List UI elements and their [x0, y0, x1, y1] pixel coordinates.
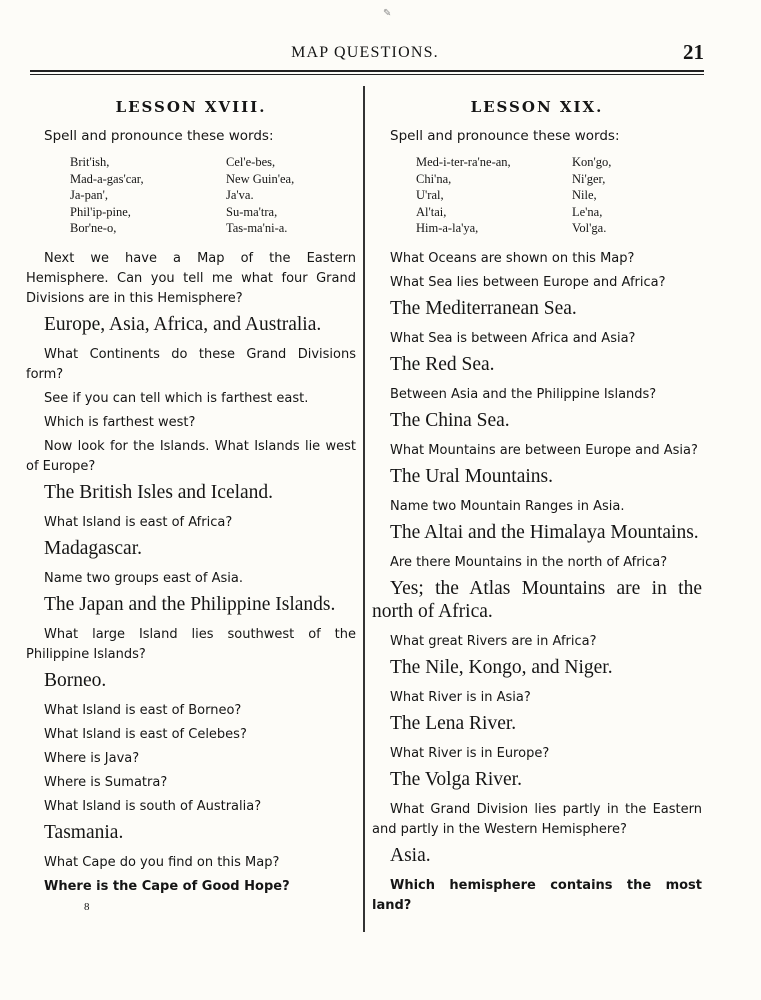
- question: Between Asia and the Philippine Islands?: [390, 386, 657, 402]
- word: Cel'e-bes,: [226, 155, 276, 169]
- word: Kon'go,: [572, 155, 612, 169]
- question: What Grand Division lies partly in the Eastern and partly in the Western Hemisphere?: [372, 801, 702, 837]
- answer: The Altai and the Himalaya Mountains.: [390, 521, 699, 543]
- question: What River is in Europe?: [390, 745, 550, 761]
- question: What Cape do you find on this Map?: [44, 854, 280, 870]
- answer: Tasmania.: [44, 821, 124, 843]
- word-list: [70, 154, 356, 237]
- spell-instruction: Spell and pronounce these words:: [44, 128, 274, 144]
- question: Name two Mountain Ranges in Asia.: [390, 498, 625, 514]
- answer: The China Sea.: [390, 409, 510, 431]
- word: Brit'ish,: [70, 155, 110, 169]
- question: Where is Sumatra?: [44, 774, 168, 790]
- question: What Mountains are between Europe and Asia?: [390, 442, 698, 458]
- word: Mad-a-gas'car,: [70, 171, 144, 186]
- page-number: 21: [683, 40, 704, 64]
- column-divider: [363, 86, 365, 932]
- word: New Guin'ea,: [226, 171, 295, 186]
- question: What Continents do these Grand Divisions form?: [26, 346, 356, 382]
- word: Al'tai,: [416, 204, 447, 219]
- answer: Europe, Asia, Africa, and Australia.: [44, 313, 322, 335]
- signature-mark: 8: [84, 900, 90, 913]
- word: Med-i-ter-ra'ne-an,: [416, 155, 511, 169]
- word: Vol'ga.: [572, 221, 607, 235]
- question: Where is the Cape of Good Hope?: [44, 878, 290, 894]
- question: What Sea lies between Europe and Africa?: [390, 274, 666, 290]
- question: Are there Mountains in the north of Africa?: [390, 554, 668, 570]
- word: Ni'ger,: [572, 171, 606, 186]
- word-list: [416, 154, 702, 237]
- lesson-xviii: [26, 98, 356, 913]
- running-head: [26, 34, 704, 68]
- answer: The Lena River.: [390, 712, 517, 734]
- question: What Sea is between Africa and Asia?: [390, 330, 636, 346]
- lesson-xix: [372, 98, 702, 920]
- answer: The Volga River.: [390, 768, 522, 790]
- question: Which hemisphere contains the most land?: [372, 877, 702, 913]
- word: Nile,: [572, 188, 597, 202]
- answer: The Ural Mountains.: [390, 465, 554, 487]
- question: Name two groups east of Asia.: [44, 570, 243, 586]
- question: What Oceans are shown on this Map?: [390, 250, 635, 266]
- answer: Yes; the Atlas Mountains are in the north of Africa.: [372, 577, 702, 622]
- lesson-title: LESSON XVIII.: [115, 98, 267, 116]
- question: Which is farthest west?: [44, 414, 196, 430]
- question: What Island is east of Celebes?: [44, 726, 247, 742]
- question: What large Island lies southwest of the Philippine Islands?: [26, 626, 356, 662]
- ink-speck: ✎: [383, 8, 392, 19]
- word: Him-a-la'ya,: [416, 221, 479, 235]
- question: What great Rivers are in Africa?: [390, 633, 597, 649]
- answer: The Mediterranean Sea.: [390, 297, 577, 319]
- word: Bor'ne-o,: [70, 221, 117, 235]
- question: What Island is east of Borneo?: [44, 702, 242, 718]
- lesson-title: LESSON XIX.: [470, 98, 604, 116]
- answer: The British Isles and Iceland.: [44, 481, 274, 503]
- header-rule: [30, 70, 704, 72]
- answer: The Red Sea.: [390, 353, 495, 375]
- running-head-title: MAP QUESTIONS.: [291, 44, 439, 61]
- word: Phil'ip-pine,: [70, 204, 131, 219]
- answer: Asia.: [390, 844, 431, 866]
- question: Now look for the Islands. What Islands lie west of Europe?: [26, 438, 356, 474]
- answer: Madagascar.: [44, 537, 142, 559]
- word: Ja-pan',: [70, 188, 109, 202]
- word: Chi'na,: [416, 171, 452, 186]
- question: See if you can tell which is farthest east.: [44, 390, 309, 406]
- question: Where is Java?: [44, 750, 140, 766]
- answer: The Japan and the Philippine Islands.: [44, 593, 336, 615]
- answer: The Nile, Kongo, and Niger.: [390, 656, 613, 678]
- word: Le'na,: [572, 204, 603, 219]
- answer: Borneo.: [44, 669, 107, 691]
- question: Next we have a Map of the Eastern Hemisphere. Can you tell me what four Grand Divisions are in this Hemisphere?: [26, 250, 356, 306]
- word: Ja'va.: [226, 188, 254, 202]
- question: What River is in Asia?: [390, 689, 531, 705]
- header-rule-thin: [30, 74, 704, 75]
- spell-instruction: Spell and pronounce these words:: [390, 128, 620, 144]
- question: What Island is south of Australia?: [44, 798, 262, 814]
- word: U'ral,: [416, 188, 444, 202]
- word: Su-ma'tra,: [226, 204, 278, 219]
- word: Tas-ma'ni-a.: [226, 221, 288, 235]
- question: What Island is east of Africa?: [44, 514, 233, 530]
